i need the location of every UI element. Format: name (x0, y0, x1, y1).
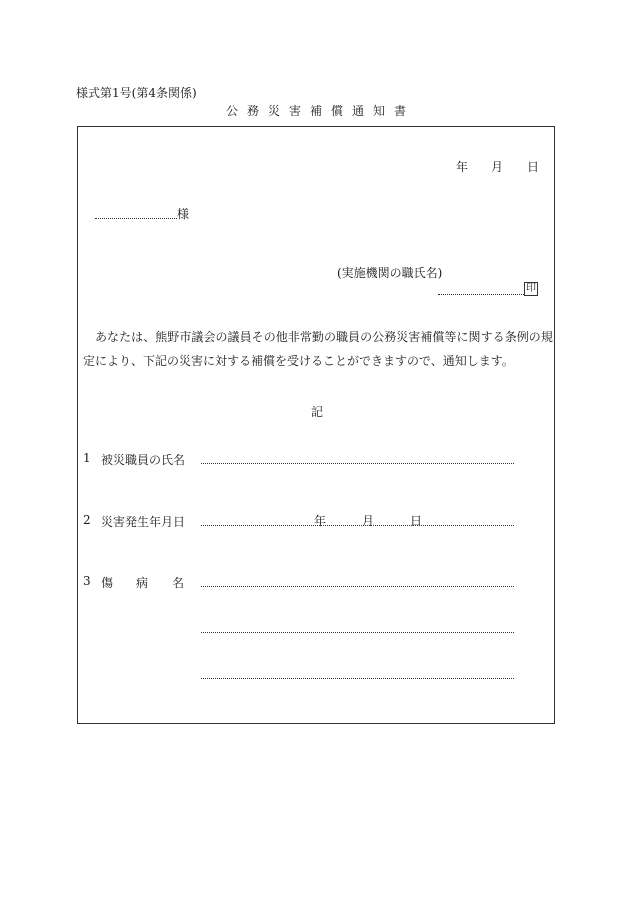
item-3-label-part: 病 (136, 576, 149, 590)
item-3-entry-line-1[interactable] (201, 586, 514, 587)
item-3-label-part: 名 (172, 576, 185, 590)
form-frame (77, 126, 555, 724)
date-month-label: 月 (491, 160, 504, 174)
document-title: 公務災害補償通知書 (226, 104, 416, 118)
addressee-name-line[interactable] (95, 218, 177, 219)
item-3-label-part: 傷 (101, 576, 114, 590)
ki-heading: 記 (311, 405, 324, 419)
agency-label: (実施機関の職氏名) (337, 266, 443, 280)
item-3-entry-line-2[interactable] (201, 632, 514, 633)
form-number: 様式第1号(第4条関係) (76, 86, 197, 100)
seal-mark: 印 (526, 283, 536, 294)
item-1-entry-line[interactable] (201, 463, 514, 464)
date-day-label: 日 (527, 160, 540, 174)
item-2-day-label: 日 (410, 514, 423, 528)
item-2-month-label: 月 (362, 514, 375, 528)
body-text-line-1: あなたは、熊野市議会の議員その他非常勤の職員の公務災害補償等に関する条例の規 (95, 330, 553, 344)
date-year-label: 年 (456, 160, 469, 174)
item-1-number: 1 (83, 451, 91, 465)
item-2-number: 2 (83, 513, 91, 527)
item-3-entry-line-3[interactable] (201, 678, 514, 679)
item-2-label: 災害発生年月日 (101, 515, 186, 529)
item-3-number: 3 (83, 574, 91, 588)
item-1-label: 被災職員の氏名 (101, 453, 186, 467)
item-2-entry-line[interactable] (201, 525, 514, 526)
body-text-line-2: 定により、下記の災害に対する補償を受けることができますので、通知します。 (83, 354, 514, 368)
item-2-year-label: 年 (314, 514, 327, 528)
agency-name-line[interactable] (438, 294, 524, 295)
addressee-suffix: 様 (177, 207, 190, 221)
